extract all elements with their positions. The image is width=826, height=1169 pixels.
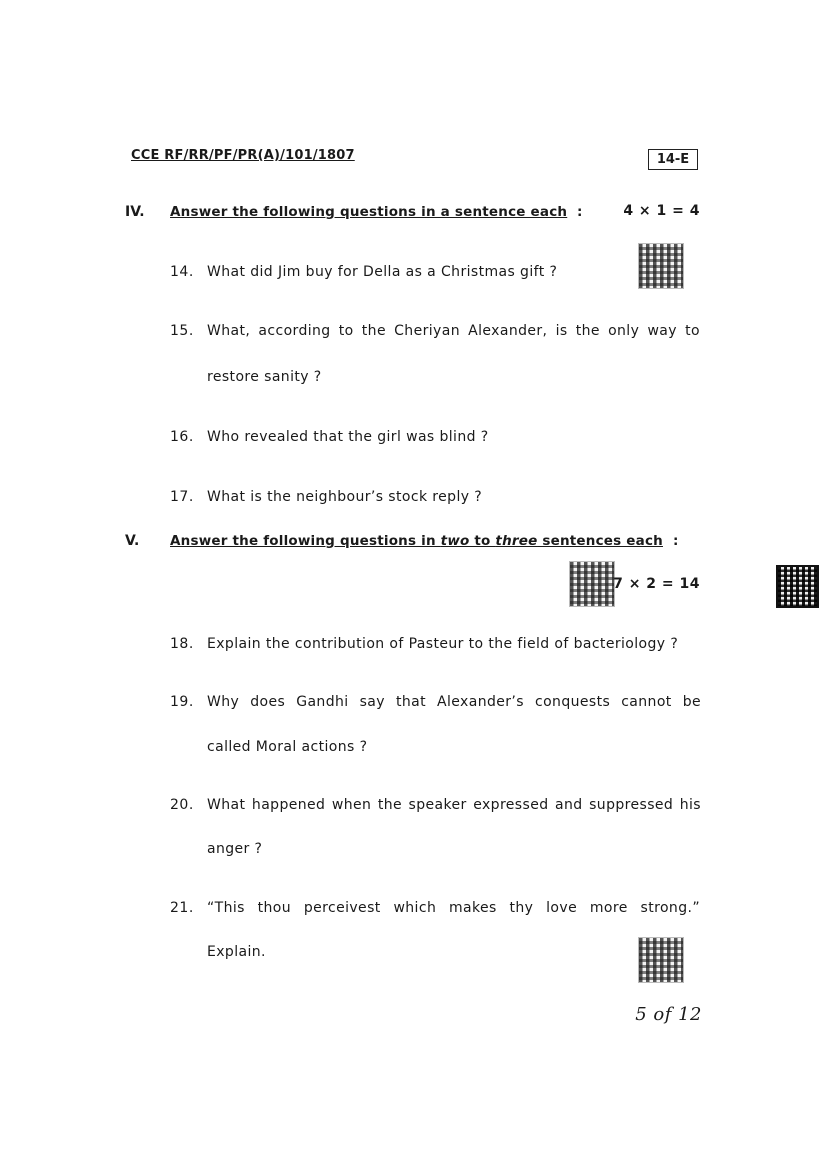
question-text: “This thou perceivest which makes thy love more strong.” <box>207 900 700 916</box>
question-text: What is the neighbour’s stock reply ? <box>207 489 483 505</box>
question-text-continued: called Moral actions ? <box>207 739 368 755</box>
qr-code-image <box>569 561 615 607</box>
section-v-title: Answer the following questions in two to three sentences each <box>170 533 663 549</box>
section-v-marks: 7 × 2 = 14 <box>613 576 700 592</box>
question-text: What, according to the Cheriyan Alexander, is the only way to <box>207 323 700 339</box>
section-v-number: V. <box>125 533 140 549</box>
question-number: 20. <box>170 797 194 813</box>
question-number: 18. <box>170 636 194 652</box>
qr-code-image <box>776 565 819 608</box>
question-number: 21. <box>170 900 194 916</box>
question-number: 15. <box>170 323 194 339</box>
section-v-colon: : <box>673 533 679 549</box>
question-number: 16. <box>170 429 194 445</box>
section-iv-title: Answer the following questions in a sentence each <box>170 204 568 220</box>
question-text-continued: restore sanity ? <box>207 369 322 385</box>
section-iv-number: IV. <box>125 204 145 220</box>
qr-code-image <box>638 937 684 983</box>
paper-code-reference: CCE RF/RR/PF/PR(A)/101/1807 <box>131 148 355 163</box>
question-number: 19. <box>170 694 194 710</box>
question-text: Why does Gandhi say that Alexander’s conquests cannot be <box>207 694 701 710</box>
question-text: Explain the contribution of Pasteur to the field of bacteriology ? <box>207 636 679 652</box>
section-iv-marks: 4 × 1 = 4 <box>623 203 700 219</box>
paper-code-box: 14-E <box>648 149 698 170</box>
question-text: What happened when the speaker expressed and suppressed his <box>207 797 701 813</box>
question-text: Who revealed that the girl was blind ? <box>207 429 489 445</box>
question-number: 17. <box>170 489 194 505</box>
section-iv-colon: : <box>577 204 583 220</box>
page-number: 5 of 12 <box>635 1004 702 1025</box>
question-number: 14. <box>170 264 194 280</box>
question-text: What did Jim buy for Della as a Christmas gift ? <box>207 264 558 280</box>
qr-code-image <box>638 243 684 289</box>
question-text-continued: Explain. <box>207 944 266 960</box>
question-text-continued: anger ? <box>207 841 263 857</box>
